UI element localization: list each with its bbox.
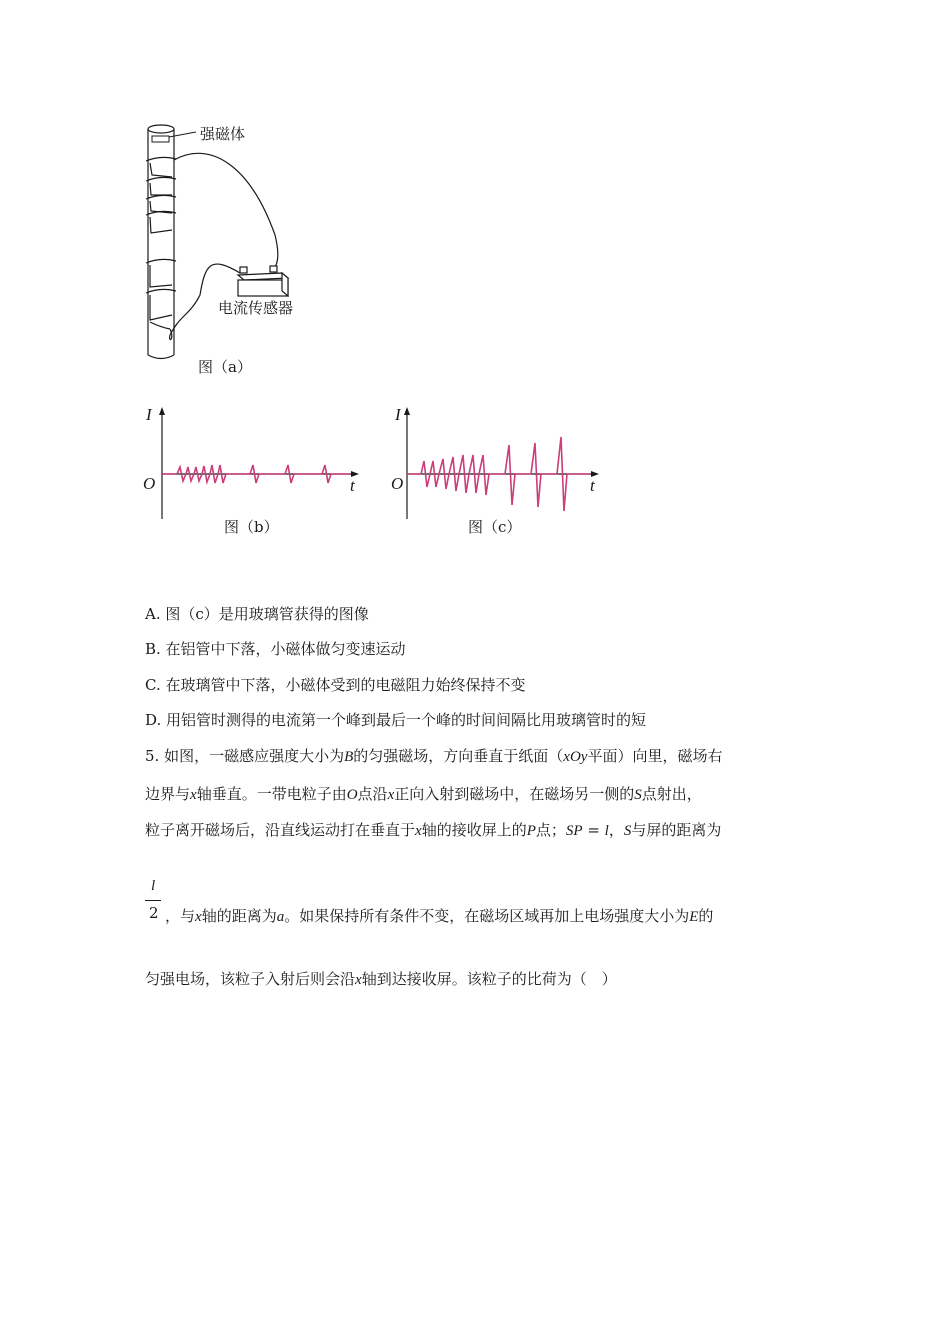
option-a: A. 图（c）是用玻璃管获得的图像 bbox=[145, 605, 369, 623]
figure-a-diagram bbox=[130, 115, 330, 365]
option-c: C. 在玻璃管中下落，小磁体受到的电磁阻力始终保持不变 bbox=[145, 676, 526, 694]
fraction-denominator: 2 bbox=[149, 904, 159, 922]
current-sensor bbox=[238, 266, 288, 296]
q5-line-1: 5. 如图，一磁感应强度大小为B的匀强磁场，方向垂直于纸面（xOy平面）向里，磁场右 bbox=[145, 747, 723, 765]
coil bbox=[146, 157, 176, 329]
magnet-leader bbox=[169, 132, 196, 137]
option-d: D. 用铝管时测得的电流第一个峰到最后一个峰的时间间隔比用玻璃管时的短 bbox=[145, 711, 647, 729]
b-x-label: t bbox=[350, 476, 355, 495]
figure-b-caption: 图（b） bbox=[224, 518, 279, 536]
q5-line-4: ，与x轴的距离为a。如果保持所有条件不变，在磁场区域再加上电场强度大小为E的 bbox=[165, 907, 714, 925]
figure-a-caption: 图（a） bbox=[198, 358, 252, 376]
figure-b-graph bbox=[140, 405, 370, 525]
c-signal bbox=[407, 437, 590, 511]
b-origin: O bbox=[143, 474, 156, 493]
q5-line-3: 粒子离开磁场后，沿直线运动打在垂直于x轴的接收屏上的P点；SP = l，S与屏的距离为 bbox=[145, 821, 722, 839]
q5-line-2: 边界与x轴垂直。一带电粒子由O点沿x正向入射到磁场中，在磁场另一侧的S点射出， bbox=[145, 785, 702, 803]
magnet-label: 强磁体 bbox=[200, 125, 246, 143]
c-x-label: t bbox=[590, 476, 595, 495]
q5-line-5: 匀强电场，该粒子入射后则会沿x轴到达接收屏。该粒子的比荷为（ ） bbox=[145, 970, 617, 988]
magnet bbox=[152, 136, 169, 142]
figure-c-caption: 图（c） bbox=[468, 518, 522, 536]
c-origin: O bbox=[391, 474, 404, 493]
fraction-numerator: l bbox=[151, 878, 156, 894]
option-b: B. 在铝管中下落，小磁体做匀变速运动 bbox=[145, 640, 406, 658]
sensor-label: 电流传感器 bbox=[218, 299, 294, 317]
fraction-bar bbox=[145, 900, 161, 901]
c-y-label: I bbox=[395, 405, 401, 424]
figure-c-graph bbox=[385, 405, 615, 525]
b-y-label: I bbox=[146, 405, 152, 424]
